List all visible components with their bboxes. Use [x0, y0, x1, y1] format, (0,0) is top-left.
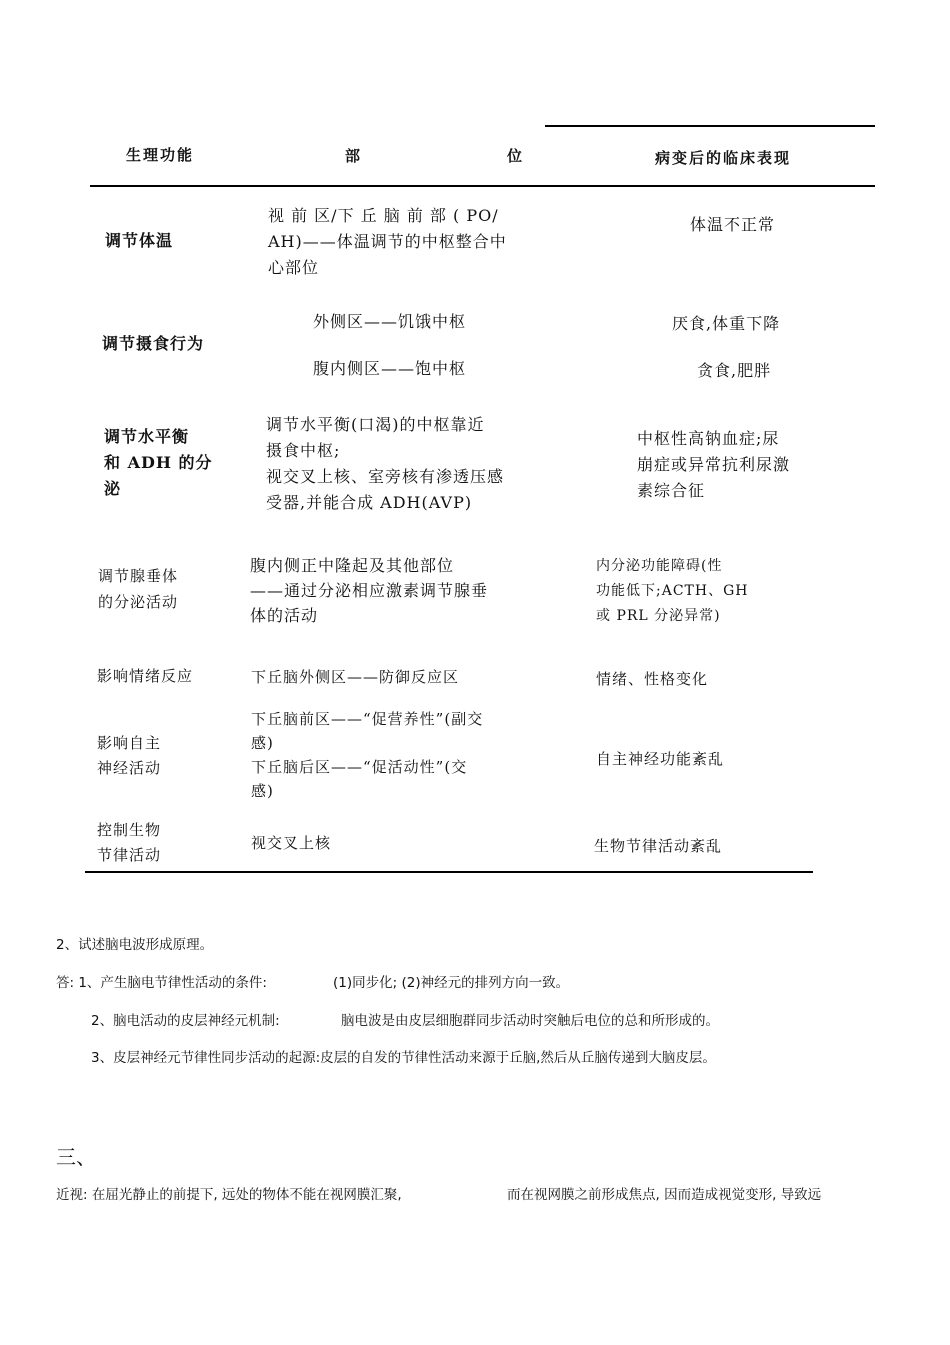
- table-bottom-rule: [85, 871, 813, 873]
- row-2-symptoms-b: 贪食,肥胖: [697, 361, 772, 380]
- row-1-function: 调节体温: [105, 231, 174, 250]
- question-2: 2、试述脑电波形成原理。: [56, 937, 214, 953]
- row-6-location: 下丘脑前区——“促营养性”(副交 感) 下丘脑后区——“促活动性”(交 感): [251, 710, 484, 800]
- row-4-location: 腹内侧正中隆起及其他部位 ——通过分泌相应激素调节腺垂 体的活动: [250, 556, 489, 625]
- row-6-symptoms: 自主神经功能紊乱: [596, 750, 725, 768]
- row-5-location: 下丘脑外侧区——防御反应区: [251, 668, 460, 686]
- row-5-symptoms: 情绪、性格变化: [596, 670, 709, 688]
- myopia-text-part-2: 而在视网膜之前形成焦点, 因而造成视觉变形, 导致远: [507, 1187, 822, 1203]
- row-4-symptoms: 内分泌功能障碍(性 功能低下;ACTH、GH 或 PRL 分泌异常): [596, 558, 749, 624]
- table-top-rule: [545, 125, 875, 127]
- row-2-function: 调节摄食行为: [102, 334, 205, 353]
- row-1-location: 视 前 区/下 丘 脑 前 部 ( PO/ AH)——体温调节的中枢整合中 心部位: [268, 206, 507, 277]
- row-3-location: 调节水平衡(口渴)的中枢靠近 摄食中枢; 视交叉上核、室旁核有渗透压感 受器,并能合成 ADH(AVP): [266, 415, 505, 512]
- row-4-function: 调节腺垂体 的分泌活动: [98, 567, 179, 611]
- row-2-location-a: 外侧区——饥饿中枢: [313, 312, 467, 331]
- row-5-function: 影响情绪反应: [97, 667, 194, 685]
- myopia-text-part-1: 近视: 在屈光静止的前提下, 远处的物体不能在视网膜汇聚,: [56, 1187, 402, 1203]
- row-7-function: 控制生物 节律活动: [97, 821, 162, 864]
- answer-line-2-prefix: 2、脑电活动的皮层神经元机制:: [91, 1013, 280, 1029]
- row-6-function: 影响自主 神经活动: [97, 734, 162, 777]
- row-3-function: 调节水平衡 和 ADH 的分 泌: [104, 427, 213, 498]
- answer-line-3: 3、皮层神经元节律性同步活动的起源:皮层的自发的节律性活动来源于丘脑,然后从丘脑传递到大脑皮层。: [91, 1050, 716, 1066]
- answer-line-1-prefix: 答: 1、产生脑电节律性活动的条件:: [56, 975, 267, 991]
- table-header-rule: [90, 185, 875, 187]
- header-function: 生理功能: [126, 146, 195, 164]
- answer-line-2-suffix: 脑电波是由皮层细胞群同步活动时突触后电位的总和所形成的。: [341, 1013, 719, 1029]
- row-2-symptoms-a: 厌食,体重下降: [672, 314, 781, 333]
- row-3-symptoms: 中枢性高钠血症;尿 崩症或异常抗利尿激 素综合征: [637, 429, 791, 500]
- row-7-location: 视交叉上核: [251, 834, 332, 852]
- row-7-symptoms: 生物节律活动紊乱: [594, 837, 723, 855]
- header-location-left: 部: [345, 147, 363, 165]
- row-2-location-b: 腹内侧区——饱中枢: [313, 359, 467, 378]
- answer-line-1-suffix: (1)同步化; (2)神经元的排列方向一致。: [333, 975, 570, 991]
- header-location-right: 位: [507, 147, 525, 165]
- row-1-symptoms: 体温不正常: [690, 215, 776, 234]
- header-symptoms: 病变后的临床表现: [655, 149, 792, 167]
- section-3-heading: 三、: [56, 1145, 96, 1169]
